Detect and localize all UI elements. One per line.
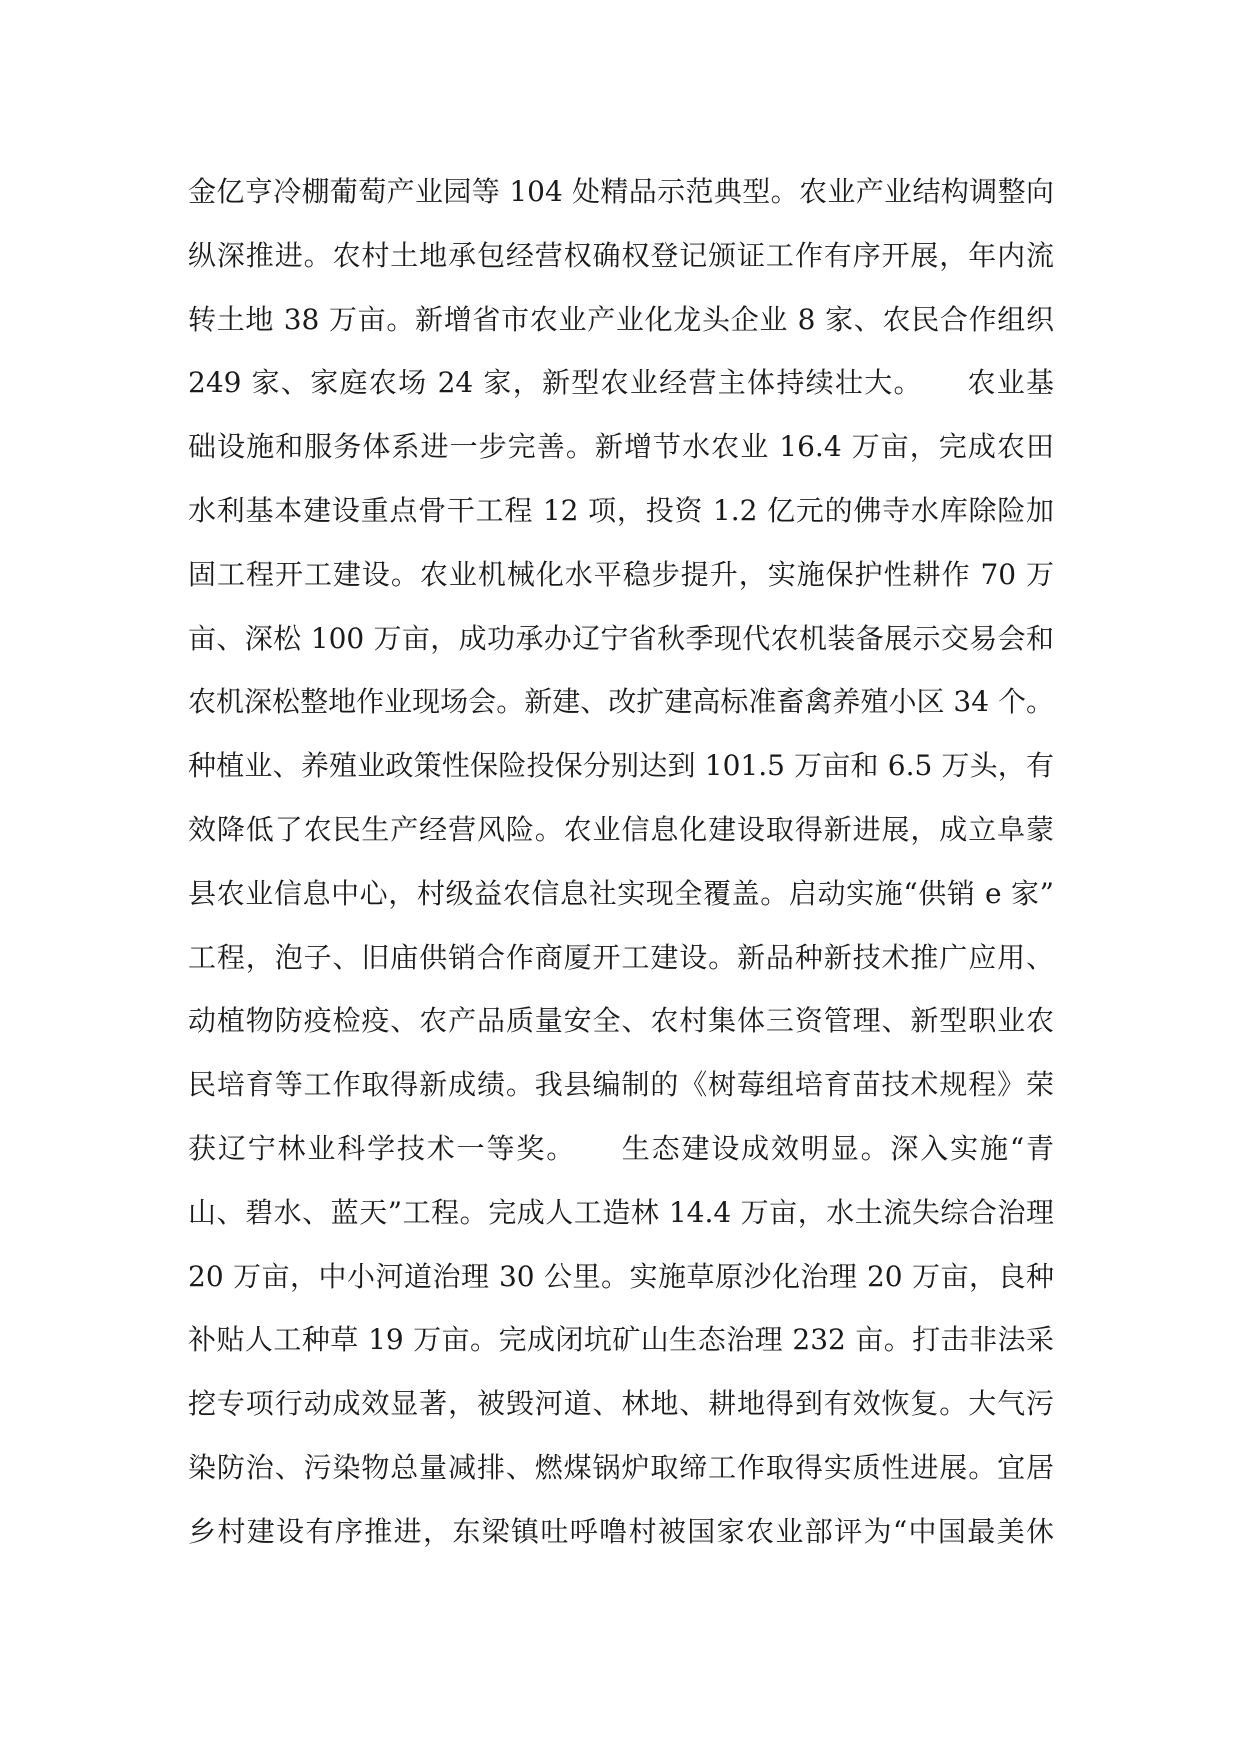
text-line: 纵深推进。农村土地承包经营权确权登记颁证工作有序开展，年内流	[188, 238, 1054, 272]
text-line: 挖专项行动成效显著，被毁河道、林地、耕地得到有效恢复。大气污	[188, 1387, 1054, 1421]
text-line: 249 家、家庭农场 24 家，新型农业经营主体持续壮大。 农业基	[188, 366, 1054, 400]
text-line: 效降低了农民生产经营风险。农业信息化建设取得新进展，成立阜蒙	[188, 812, 1054, 846]
text-line: 水利基本建设重点骨干工程 12 项，投资 1.2 亿元的佛寺水库除险加	[188, 493, 1054, 527]
text-line: 山、碧水、蓝天”工程。完成人工造林 14.4 万亩，水土流失综合治理	[188, 1195, 1054, 1229]
text-line: 础设施和服务体系进一步完善。新增节水农业 16.4 万亩，完成农田	[188, 430, 1054, 464]
text-line: 工程，泡子、旧庙供销合作商厦开工建设。新品种新技术推广应用、	[188, 940, 1054, 974]
text-line: 染防治、污染物总量减排、燃煤锅炉取缔工作取得实质性进展。宜居	[188, 1450, 1054, 1484]
document-body-text	[188, 160, 1054, 1564]
text-line: 种植业、养殖业政策性保险投保分别达到 101.5 万亩和 6.5 万头，有	[188, 749, 1054, 783]
text-line: 亩、深松 100 万亩，成功承办辽宁省秋季现代农机装备展示交易会和	[188, 621, 1054, 655]
text-line: 固工程开工建设。农业机械化水平稳步提升，实施保护性耕作 70 万	[188, 557, 1054, 591]
text-line: 农机深松整地作业现场会。新建、改扩建高标准畜禽养殖小区 34 个。	[188, 685, 1054, 719]
text-line: 动植物防疫检疫、农产品质量安全、农村集体三资管理、新型职业农	[188, 1004, 1054, 1038]
text-line: 金亿亨冷棚葡萄产业园等 104 处精品示范典型。农业产业结构调整向	[188, 175, 1054, 208]
text-line: 20 万亩，中小河道治理 30 公里。实施草原沙化治理 20 万亩，良种	[188, 1259, 1054, 1293]
text-line: 乡村建设有序推进，东梁镇吐呼噜村被国家农业部评为“中国最美休	[188, 1514, 1054, 1548]
text-line: 补贴人工种草 19 万亩。完成闭坑矿山生态治理 232 亩。打击非法采	[188, 1323, 1054, 1357]
text-line: 民培育等工作取得新成绩。我县编制的《树莓组培育苗技术规程》荣	[188, 1068, 1054, 1102]
text-line: 县农业信息中心，村级益农信息社实现全覆盖。启动实施“供销 e 家”	[188, 876, 1054, 910]
text-line: 转土地 38 万亩。新增省市农业产业化龙头企业 8 家、农民合作组织	[188, 302, 1054, 336]
text-line: 获辽宁林业科学技术一等奖。 生态建设成效明显。深入实施“青	[188, 1131, 1054, 1165]
